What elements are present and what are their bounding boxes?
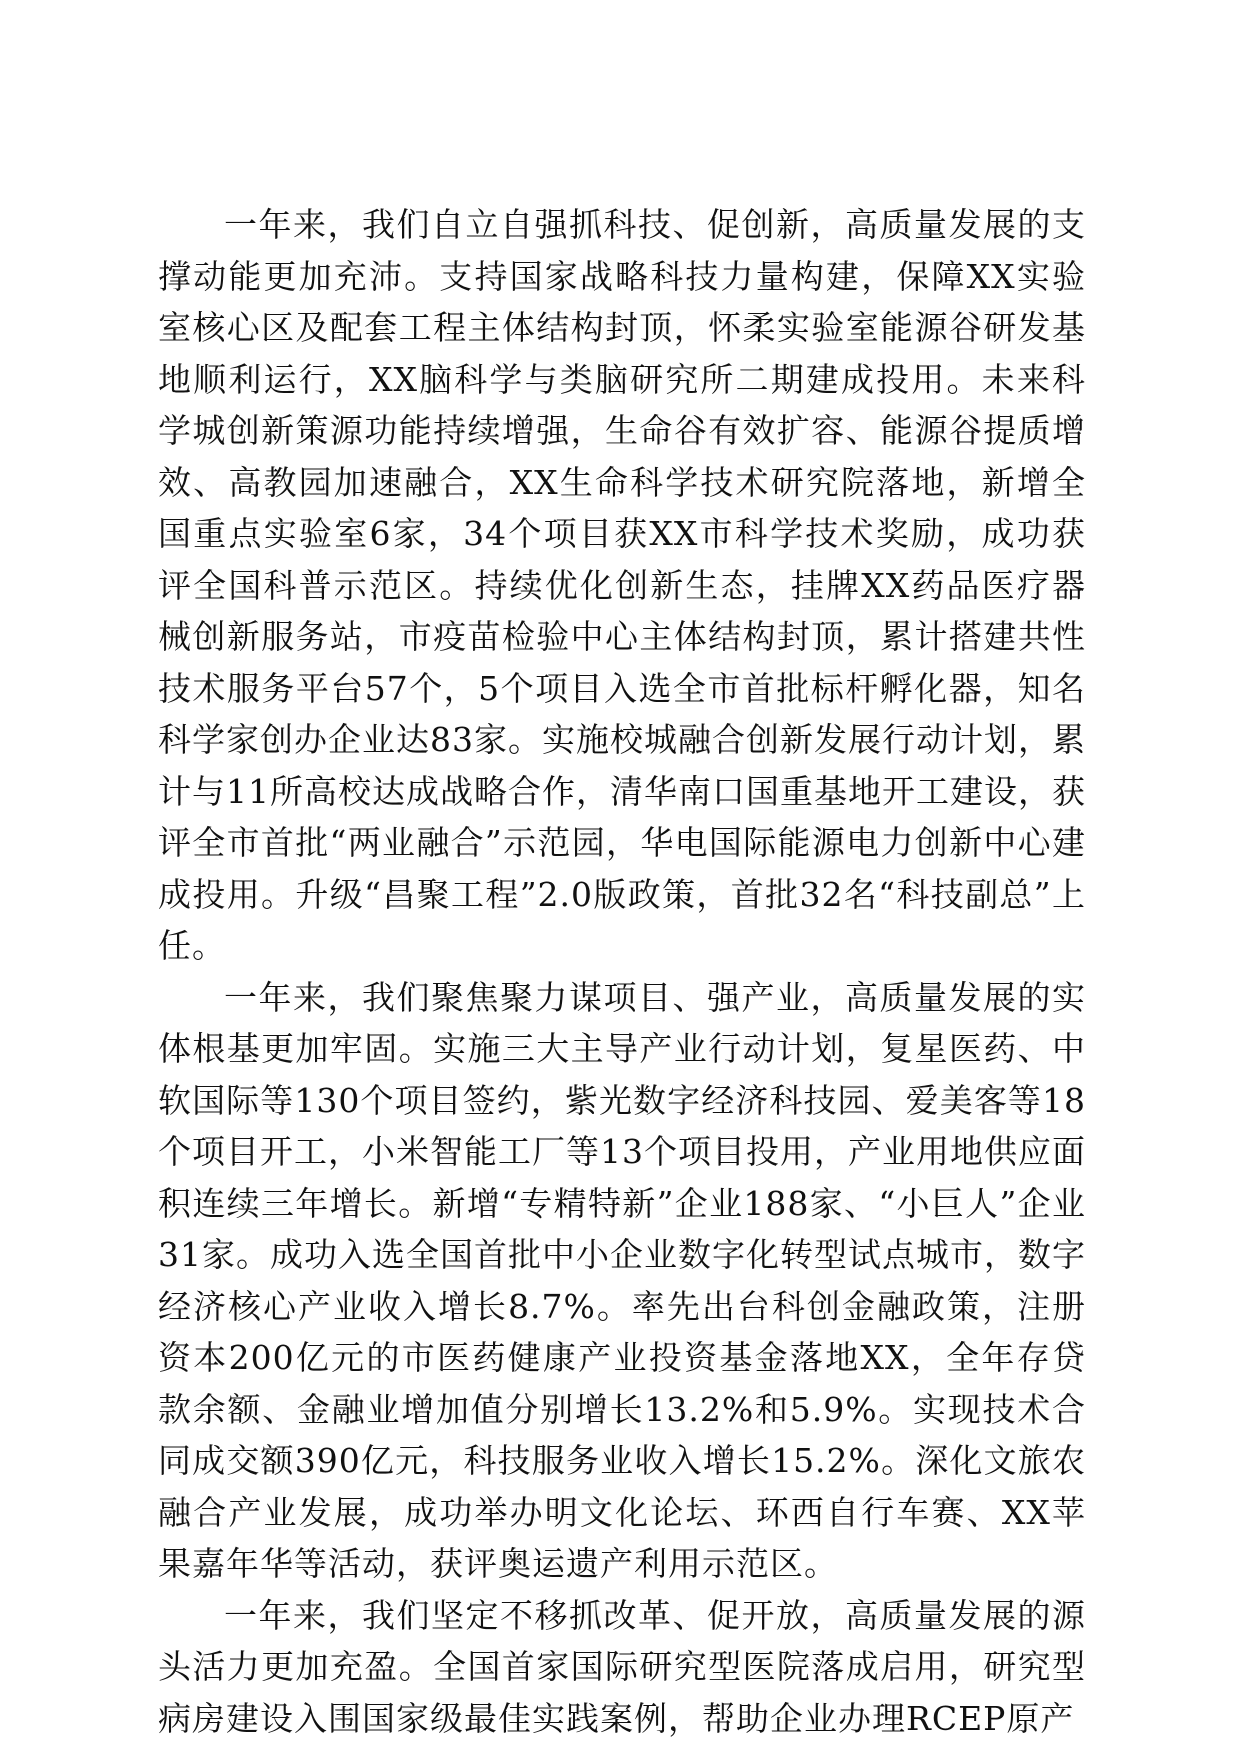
paragraph-projects-industry: 一年来，我们聚焦聚力谋项目、强产业，高质量发展的实体根基更加牢固。实施三大主导产业行动计划，复星医药、中软国际等130个项目签约，紫光数字经济科技园、爱美客等18个项目开工，小米智能工厂等13个项目投用，产业用地供应面积连续三年增长。新增“专精特新”企业188家、“小巨人”企业31家。成功入选全国首批中小企业数字化转型试点城市，数字经济核心产业收入增长8.7%。率先出台科创金融政策，注册资本200亿元的市医药健康产业投资基金落地XX，全年存贷款余额、金融业增加值分别增长13.2%和5.9%。实现技术合同成交额390亿元，科技服务业收入增长15.2%。深化文旅农融合产业发展，成功举办明文化论坛、环西自行车赛、XX苹果嘉年华等活动，获评奥运遗产利用示范区。 <box>158 977 1086 1583</box>
document-body <box>158 199 1086 1744</box>
paragraph-reform-opening: 一年来，我们坚定不移抓改革、促开放，高质量发展的源头活力更加充盈。全国首家国际研究型医院落成启用，研究型病房建设入围国家级最佳实践案例，帮助企业办理RCEP原产 <box>158 1595 1086 1738</box>
paragraph-science-innovation: 一年来，我们自立自强抓科技、促创新，高质量发展的支撑动能更加充沛。支持国家战略科技力量构建，保障XX实验室核心区及配套工程主体结构封顶，怀柔实验室能源谷研发基地顺利运行，XX脑科学与类脑研究所二期建成投用。未来科学城创新策源功能持续增强，生命谷有效扩容、能源谷提质增效、高教园加速融合，XX生命科学技术研究院落地，新增全国重点实验室6家，34个项目获XX市科学技术奖励，成功获评全国科普示范区。持续优化创新生态，挂牌XX药品医疗器械创新服务站，市疫苗检验中心主体结构封顶，累计搭建共性技术服务平台57个，5个项目入选全市首批标杆孵化器，知名科学家创办企业达83家。实施校城融合创新发展行动计划，累计与11所高校达成战略合作，清华南口国重基地开工建设，获评全市首批“两业融合”示范园，华电国际能源电力创新中心建成投用。升级“昌聚工程”2.0版政策，首批32名“科技副总”上任。 <box>158 205 1086 965</box>
